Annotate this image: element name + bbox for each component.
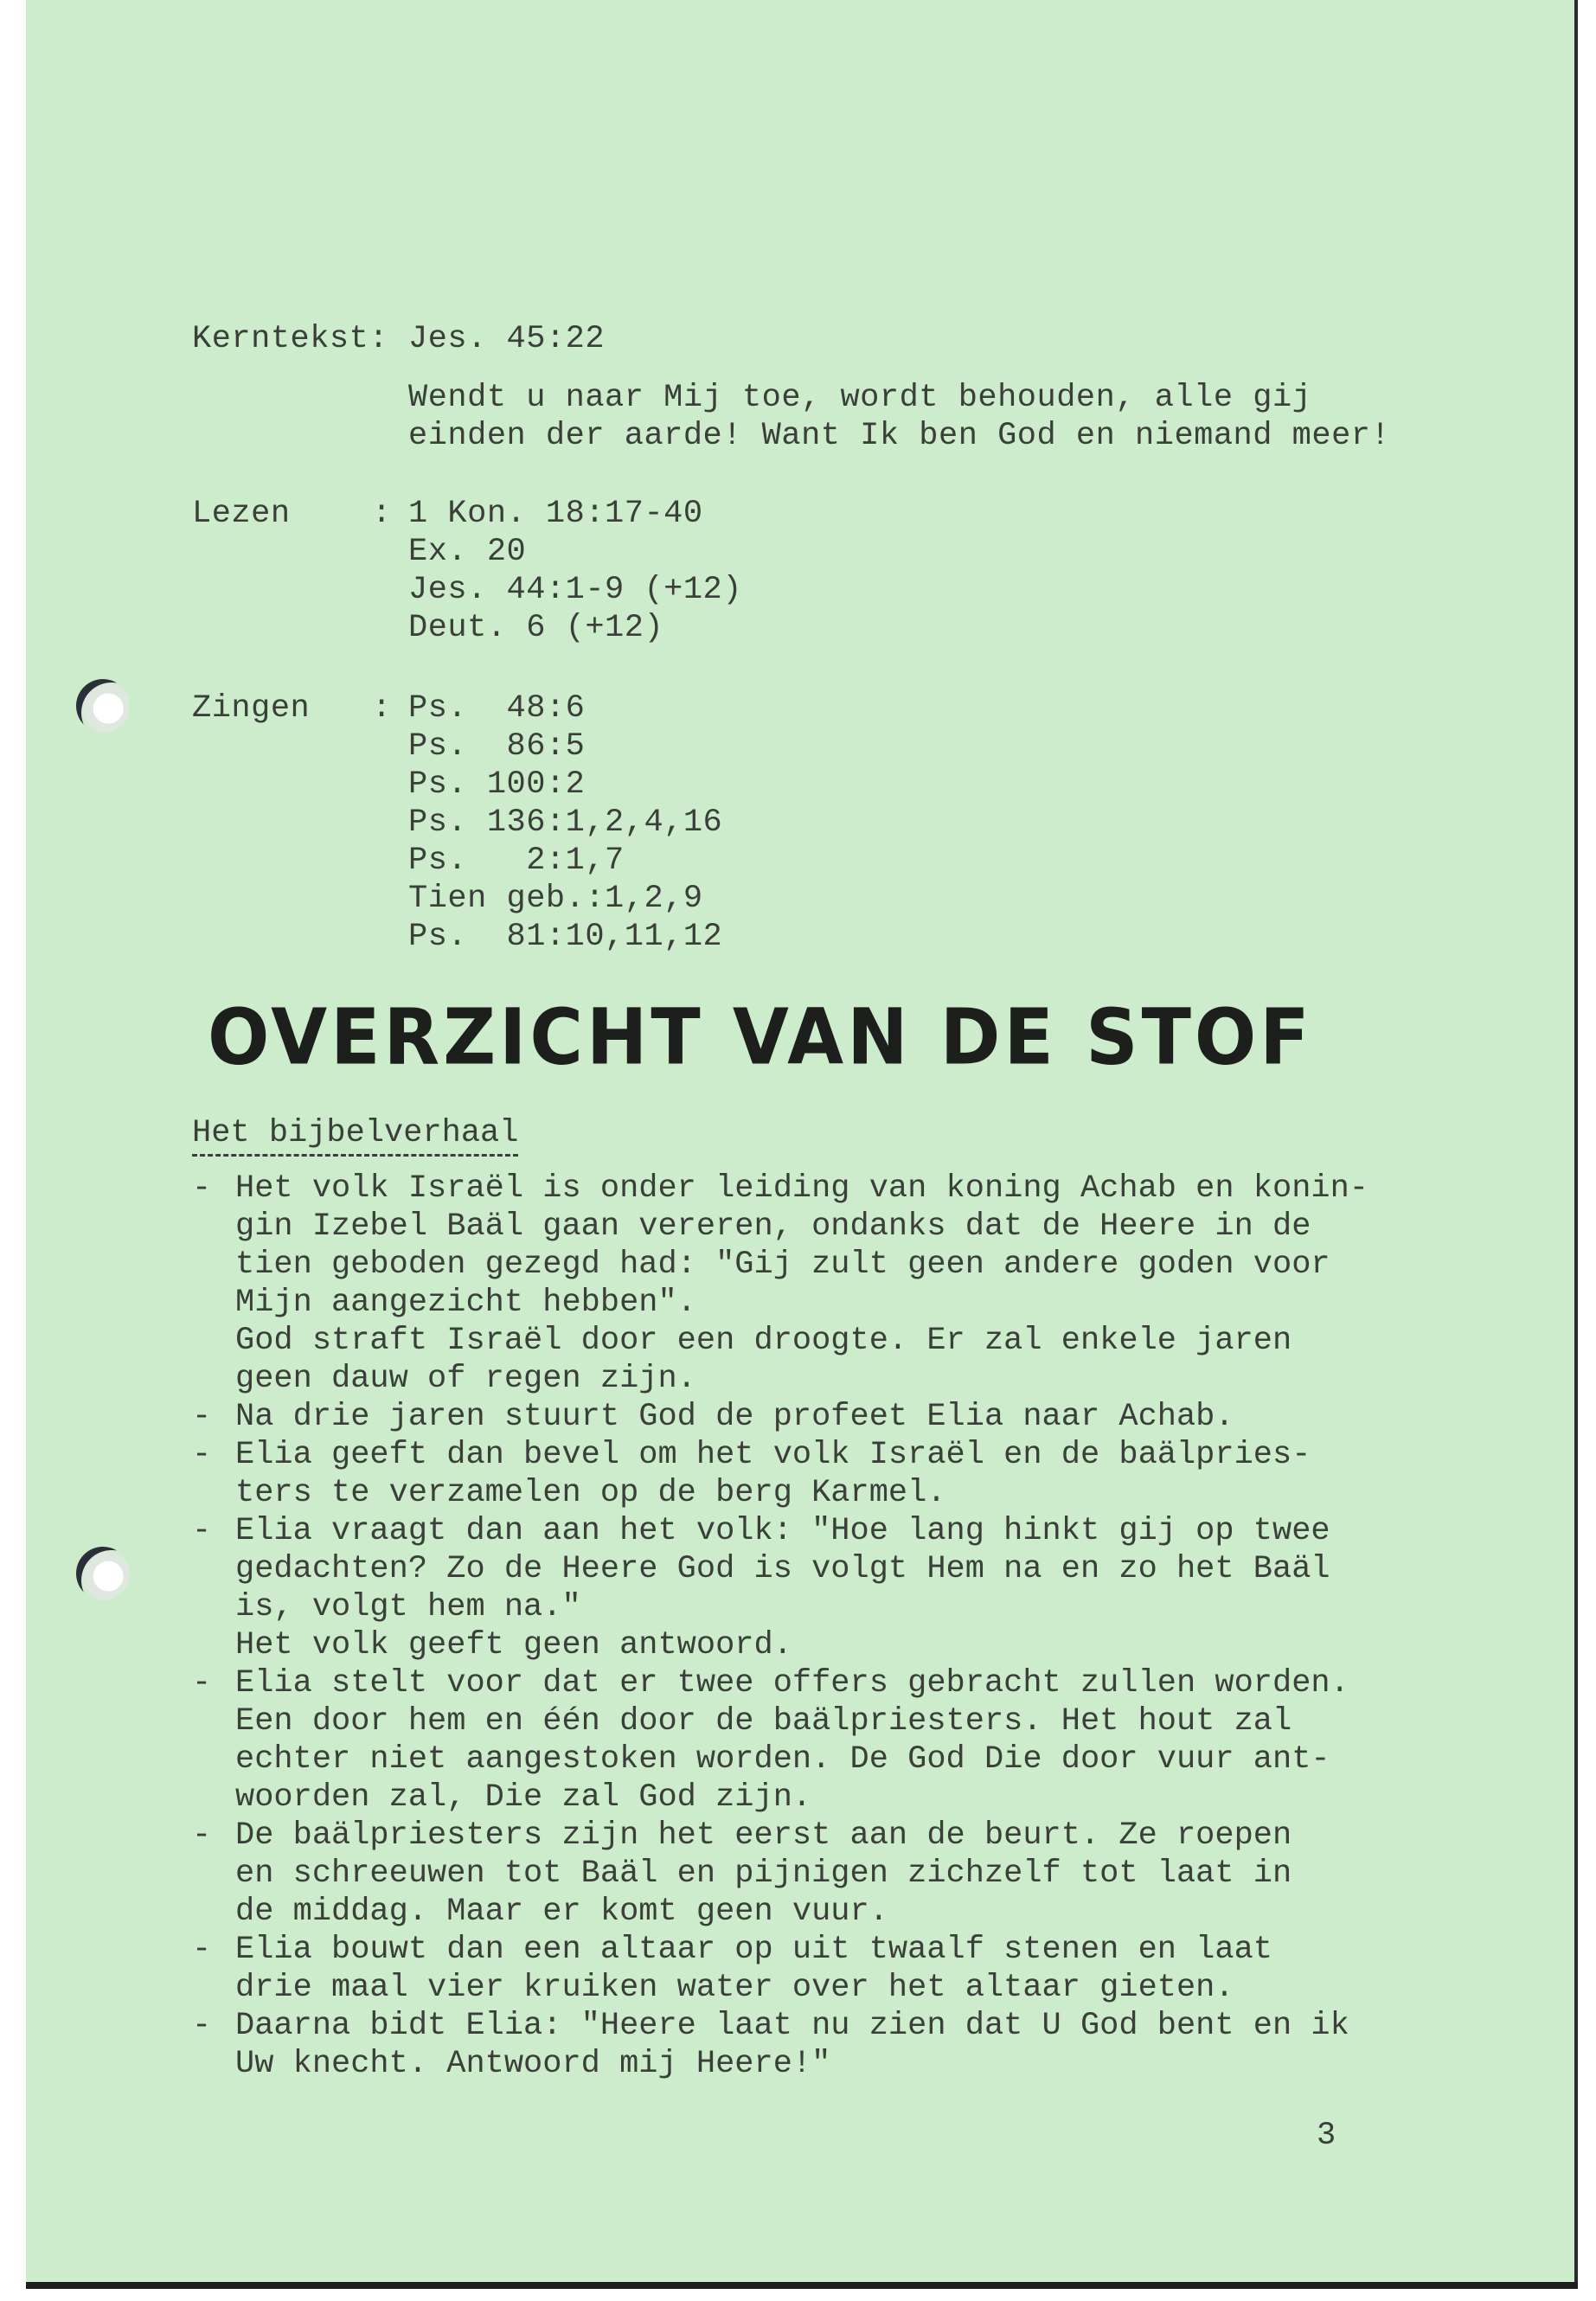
page-number: 3: [1317, 2118, 1336, 2154]
zingen-item: Ps. 81:10,11,12: [408, 919, 723, 955]
list-item: - Na drie jaren stuurt God de profeet Elia naar Achab.: [192, 1399, 1234, 1435]
zingen-label: Zingen: [192, 690, 311, 727]
story-bullet-list: [192, 1170, 1368, 2083]
zingen-colon: :: [372, 690, 392, 727]
lezen-item: Jes. 44:1-9 (+12): [408, 572, 742, 608]
bottom-edge: [26, 2282, 1578, 2289]
lezen-item: Deut. 6 (+12): [408, 610, 664, 646]
kerntekst-label: Kerntekst:: [192, 321, 389, 357]
list-item: - De baälpriesters zijn het eerst aan de beurt. Ze roepen en schreeuwen tot Baäl en pijnigen zichzelf tot laat in de middag. Maar er komt geen vuur.: [192, 1817, 1292, 1930]
list-item: - Elia bouwt dan een altaar op uit twaalf stenen en laat drie maal vier kruiken water over het altaar gieten.: [192, 1932, 1272, 2006]
zingen-item: Tien geb.:1,2,9: [408, 881, 703, 917]
kerntekst-reference: Jes. 45:22: [408, 321, 606, 357]
kerntekst-line: einden der aarde! Want Ik ben God en niemand meer!: [408, 418, 1391, 454]
zingen-item: Ps. 2:1,7: [408, 843, 625, 879]
list-item: - Daarna bidt Elia: "Heere laat nu zien dat U God bent en ik Uw knecht. Antwoord mij Heere!": [192, 2008, 1349, 2082]
section-title: OVERZICHT VAN DE STOF: [208, 992, 1313, 1082]
list-item: - Elia vraagt dan aan het volk: "Hoe lang hinkt gij op twee gedachten? Zo de Heere God is volgt Hem na en zo het Baäl is, volgt hem na." Het volk geeft geen antwoord.: [192, 1513, 1330, 1663]
lezen-item: 1 Kon. 18:17-40: [408, 496, 703, 532]
zingen-item: Ps. 48:6: [408, 690, 586, 727]
list-item: - Elia stelt voor dat er twee offers gebracht zullen worden. Een door hem en één door de baälpriesters. Het hout zal echter niet aangestoken worden. De God Die door vuur ant- woorden zal, Die zal God zijn.: [192, 1665, 1349, 1816]
punch-hole-icon: [76, 679, 130, 733]
punch-hole-icon: [76, 1547, 130, 1600]
lezen-label: Lezen: [192, 496, 291, 532]
kerntekst-line: Wendt u naar Mij toe, wordt behouden, alle gij: [408, 380, 1312, 416]
subsection-heading: Het bijbelverhaal: [192, 1114, 518, 1157]
zingen-item: Ps. 100:2: [408, 766, 586, 803]
lezen-colon: :: [372, 496, 392, 532]
list-item: - Het volk Israël is onder leiding van koning Achab en konin- gin Izebel Baäl gaan vereren, ondanks dat de Heere in de tien geboden gezegd had: "Gij zult geen andere goden voor Mijn aangezicht hebben". God straft Israël door een droogte. Er zal enkele jaren geen dauw of regen zijn.: [192, 1170, 1369, 1397]
zingen-item: Ps. 86:5: [408, 728, 586, 765]
zingen-item: Ps. 136:1,2,4,16: [408, 804, 723, 841]
lezen-item: Ex. 20: [408, 534, 527, 570]
list-item: - Elia geeft dan bevel om het volk Israël en de baälpries- ters te verzamelen op de berg Karmel.: [192, 1437, 1311, 1511]
